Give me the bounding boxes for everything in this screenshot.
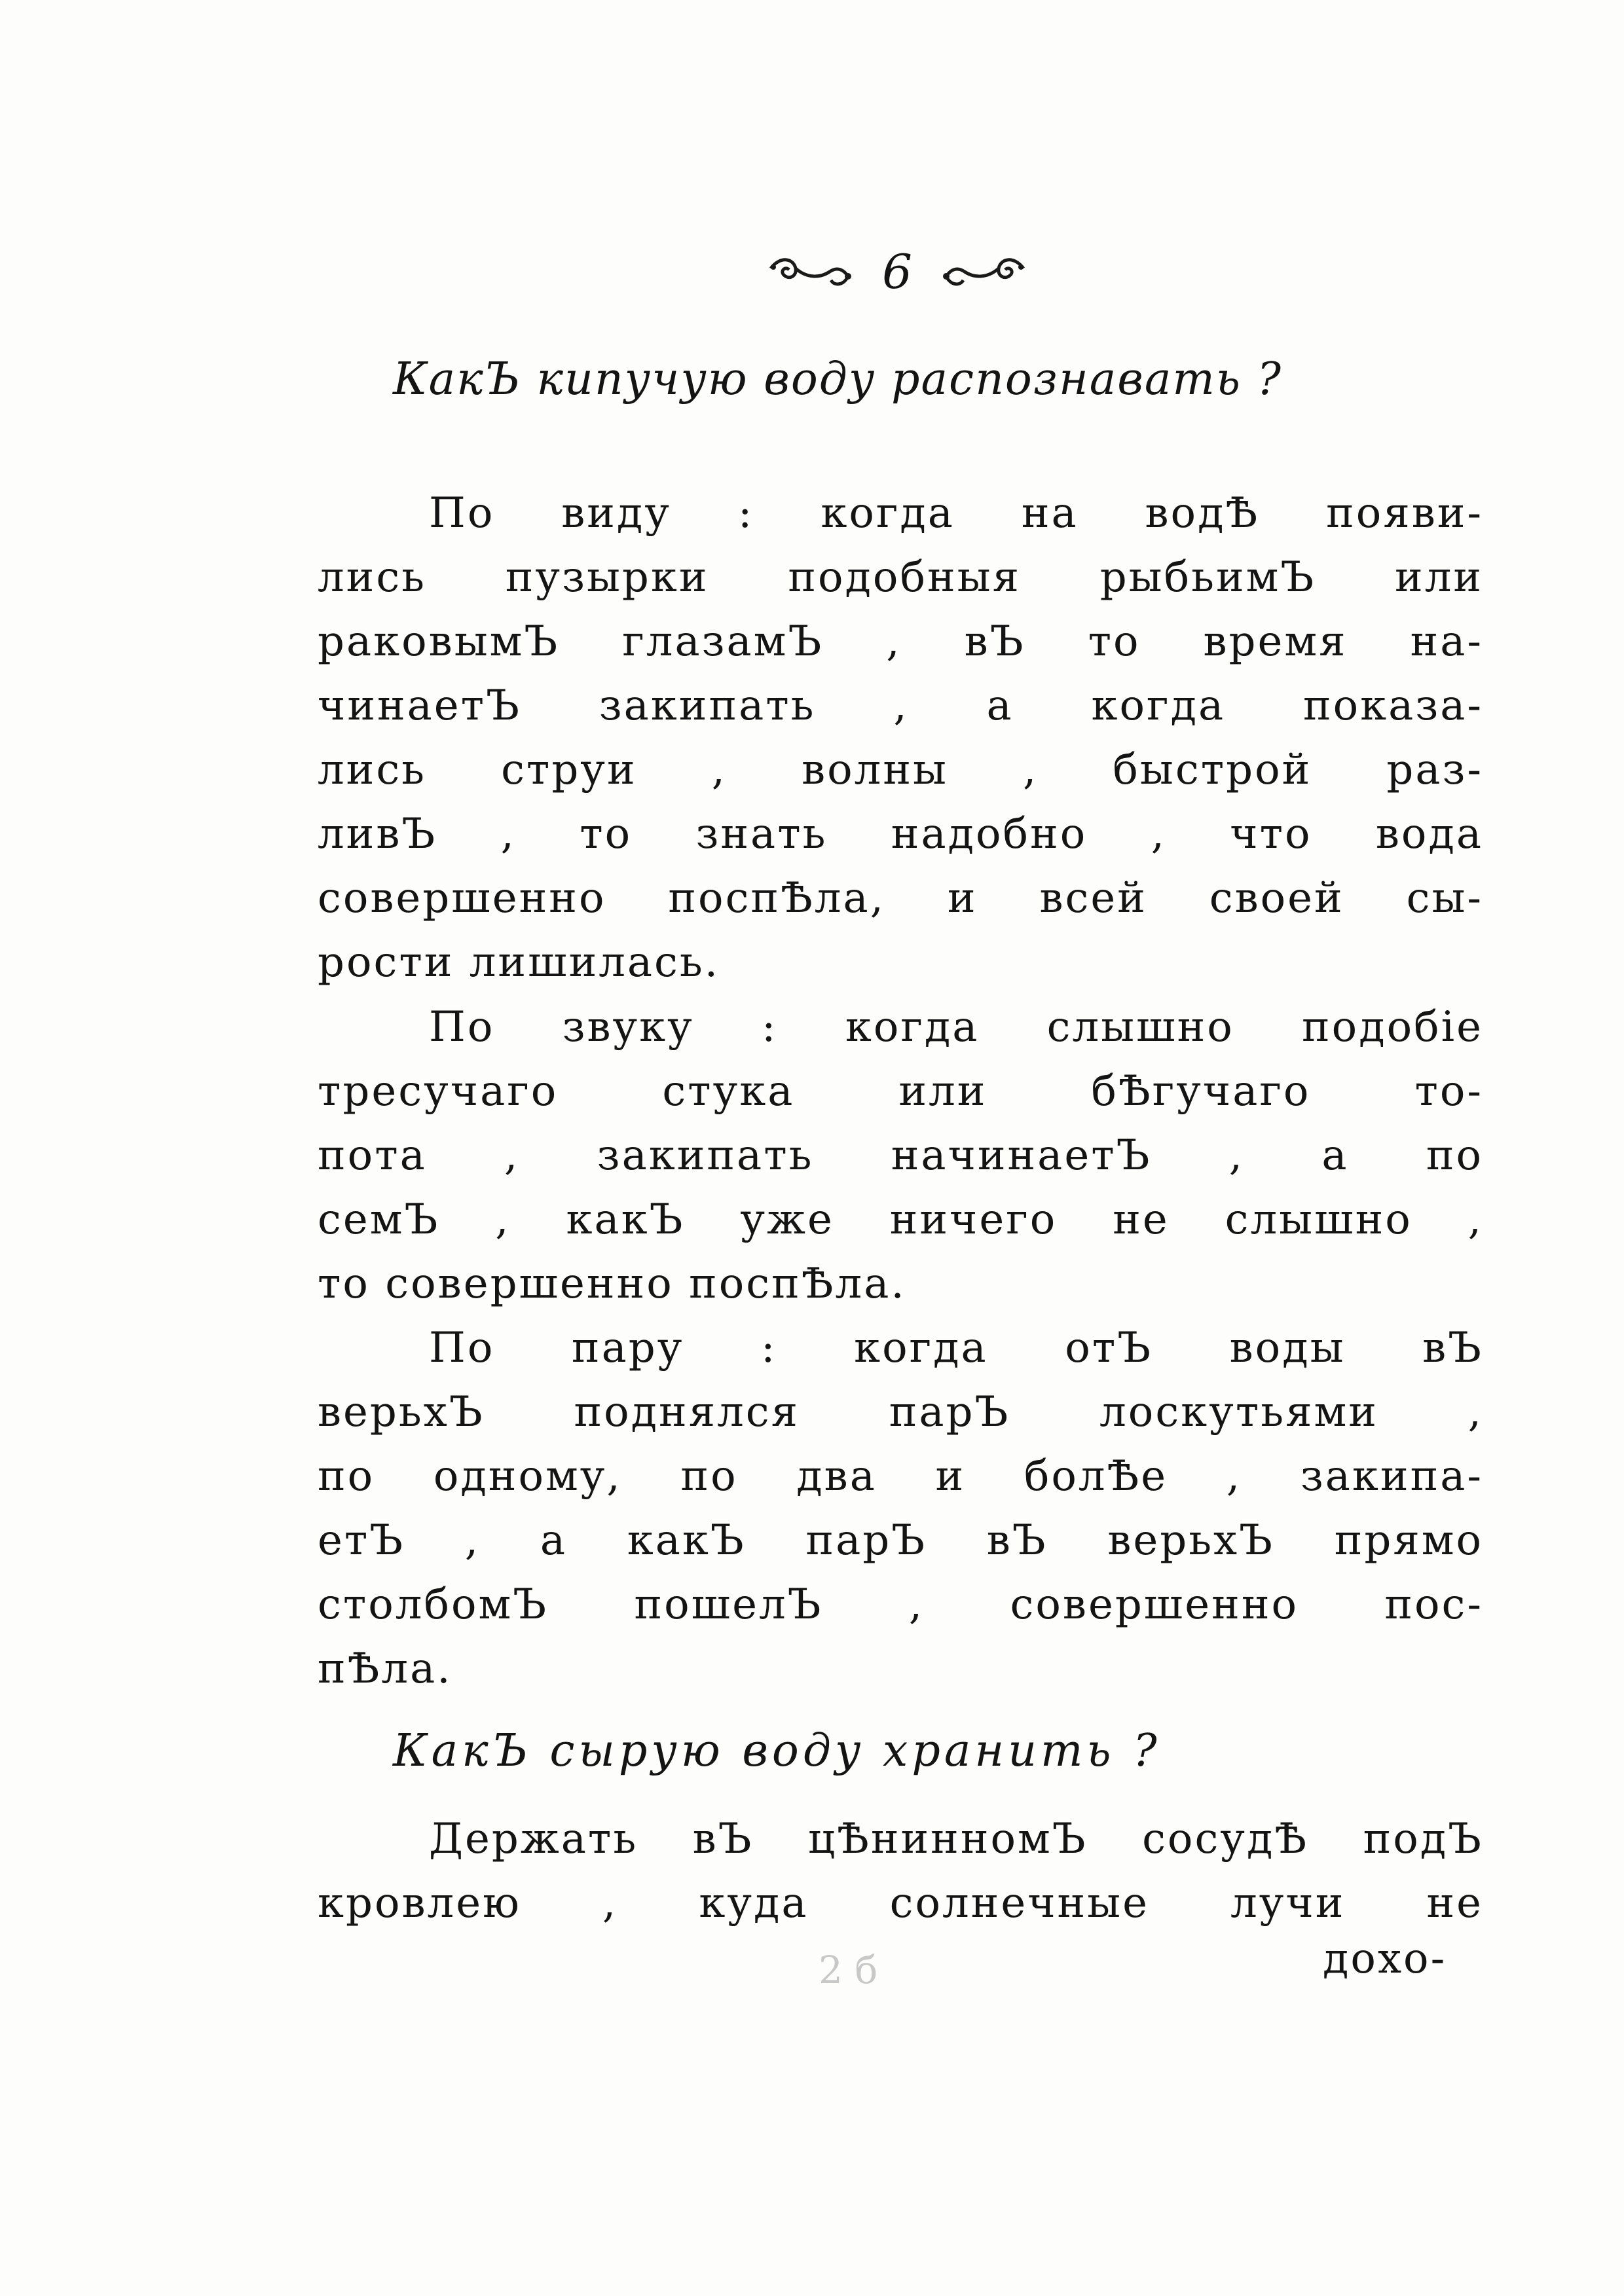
section-heading: КакЪ сырую воду хранить ? (393, 1725, 1161, 1777)
text-line: рости лишилась. (318, 938, 720, 987)
text-line: по одному, по два и болѢе , закипа- (318, 1452, 1483, 1501)
paragraph-storage (318, 1807, 1483, 1935)
text-line: Держать вЪ цѢнинномЪ сосудѢ подЪ (429, 1815, 1483, 1863)
text-line: тресучаго стука или бѢгучаго то- (318, 1067, 1483, 1116)
text-line: раковымЪ глазамЪ , вЪ то время на- (318, 617, 1483, 666)
left-ornament-icon (764, 249, 856, 295)
text-line: то совершенно поспѢла. (318, 1260, 906, 1308)
text-line: семЪ , какЪ уже ничего не слышно , (318, 1195, 1483, 1244)
text-line: чинаетЪ закипать , а когда показа- (318, 682, 1483, 730)
right-ornament-icon (938, 249, 1030, 295)
paragraph-by-steam (318, 1316, 1483, 1701)
paragraph-by-sound (318, 995, 1483, 1316)
text-line: ливЪ , то знать надобно , что вода (318, 810, 1483, 858)
text-line: етЪ , а какЪ парЪ вЪ верьхЪ прямо (318, 1516, 1483, 1565)
text-line: По пару : когда отЪ воды вЪ (429, 1324, 1483, 1372)
text-line: По звуку : когда слышно подобіе (429, 1003, 1483, 1051)
text-line: кровлею , куда солнечные лучи не (318, 1879, 1483, 1927)
catchword: дохо- (1323, 1935, 1447, 1983)
text-line: столбомЪ пошелЪ , совершенно пос- (318, 1580, 1483, 1629)
text-line: По виду : когда на водѢ появи- (429, 489, 1483, 538)
page-header (733, 232, 1061, 311)
text-line: верьхЪ поднялся парЪ лоскутьями , (318, 1388, 1483, 1436)
section-heading: КакЪ кипучую воду распознавать ? (393, 354, 1282, 405)
text-line: лись пузырки подобныя рыбьимЪ или (318, 553, 1483, 602)
text-line: совершенно поспѢла, и всей своей сы- (318, 874, 1483, 922)
signature-mark: 2 б (819, 1948, 878, 1992)
text-line: пота , закипать начинаетЪ , а по (318, 1131, 1483, 1180)
text-line: пѢла. (318, 1645, 452, 1693)
paragraph-by-sight (318, 481, 1483, 994)
page-number: 6 (882, 244, 912, 299)
text-line: лись струи , волны , быстрой раз- (318, 746, 1483, 794)
